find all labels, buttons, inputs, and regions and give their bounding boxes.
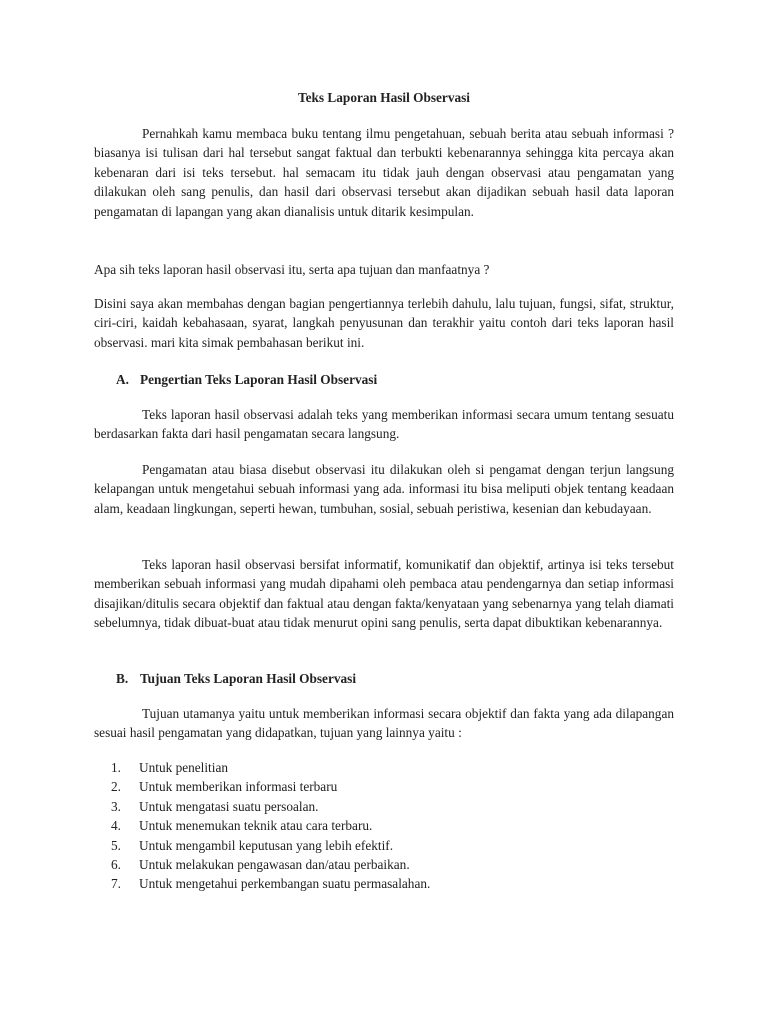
intro-paragraph-3: Disini saya akan membahas dengan bagian pengertiannya terlebih dahulu, lalu tujuan, fungsi, sifat, struktur, ciri-ciri, kaidah kebahasaan, syarat, langkah penyusunan dan terakhir yaitu contoh dari teks laporan hasil observasi. mari kita simak pembahasan berikut ini. <box>94 296 674 350</box>
list-item-text: Untuk mengatasi suatu persoalan. <box>139 798 319 814</box>
section-a-paragraph-2: Pengamatan atau biasa disebut observasi itu dilakukan oleh si pengamat dengan terjun langsung kelapangan untuk mengetahui sebuah informasi yang ada. informasi itu bisa meliputi objek tentang keadaan alam, keadaan lingkungan, seperti hewan, tumbuhan, sosial, sebuah peristiwa, kesenian dan kebudayaan. <box>94 462 674 516</box>
list-item-number: 7. <box>111 876 121 892</box>
list-item-number: 1. <box>111 760 121 775</box>
list-item <box>94 855 674 874</box>
list-item-number: 4. <box>111 818 121 834</box>
list-item <box>94 816 674 835</box>
list-item-text: Untuk menemukan teknik atau cara terbaru. <box>139 818 373 834</box>
list-item-number: 3. <box>111 798 121 814</box>
section-a-heading <box>116 370 377 389</box>
section-b-heading <box>116 669 356 688</box>
section-b-heading-text: Tujuan Teks Laporan Hasil Observasi <box>140 671 357 686</box>
list-item-text: Untuk memberikan informasi terbaru <box>139 779 338 795</box>
section-a-letter: A. <box>116 372 129 387</box>
list-item <box>94 797 674 816</box>
list-item <box>94 777 674 796</box>
list-item <box>94 874 674 893</box>
list-item-text: Untuk mengambil keputusan yang lebih efektif. <box>139 837 394 853</box>
section-a-paragraph-3: Teks laporan hasil observasi bersifat informatif, komunikatif dan objektif, artinya isi teks tersebut memberikan sebuah informasi yang mudah dipahami oleh pembaca atau pendengarnya dan setiap informasi disajikan/ditulis secara objektif dan faktual atau dengan fakta/kenyataan yang sebenarnya yang telah diamati sebelumnya, tidak dibuat-buat atau tidak menurut opini sang penulis, serta dapat dibuktikan kebenarannya. <box>94 557 674 631</box>
document-title: Teks Laporan Hasil Observasi <box>297 90 471 105</box>
list-item-text: Untuk penelitian <box>139 760 228 775</box>
intro-paragraph-1: Pernahkah kamu membaca buku tentang ilmu pengetahuan, sebuah berita atau sebuah informasi ? biasanya isi tulisan dari hal tersebut sangat faktual dan terbukti kebenarannya sehingga kita percaya akan kebenaran dari isi teks tersebut. hal semacam itu tidak jauh dengan observasi atau pengamatan yang dilakukan oleh sang penulis, dan hasil dari observasi tersebut akan dijadikan sebuah hasil data laporan pengamatan di lapangan yang akan dianalisis untuk ditarik kesimpulan. <box>94 126 674 219</box>
list-item-number: 6. <box>111 856 121 872</box>
section-a-paragraph-1: Teks laporan hasil observasi adalah teks yang memberikan informasi secara umum tentang sesuatu berdasarkan fakta dari hasil pengamatan secara langsung. <box>94 407 674 442</box>
section-a-heading-text: Pengertian Teks Laporan Hasil Observasi <box>140 372 378 387</box>
list-item-text: Untuk melakukan pengawasan dan/atau perbaikan. <box>139 856 410 872</box>
list-item-text: Untuk mengetahui perkembangan suatu permasalahan. <box>139 876 431 892</box>
intro-paragraph-2: Apa sih teks laporan hasil observasi itu, serta apa tujuan dan manfaatnya ? <box>94 262 490 277</box>
list-item <box>94 836 674 855</box>
list-item <box>94 758 674 777</box>
objectives-list <box>94 758 674 894</box>
list-item-number: 5. <box>111 837 121 853</box>
section-b-letter: B. <box>116 671 129 686</box>
section-b-paragraph-1: Tujuan utamanya yaitu untuk memberikan informasi secara objektif dan fakta yang ada dilapangan sesuai hasil pengamatan yang didapatkan, tujuan yang lainnya yaitu : <box>94 706 674 741</box>
list-item-number: 2. <box>111 779 121 795</box>
